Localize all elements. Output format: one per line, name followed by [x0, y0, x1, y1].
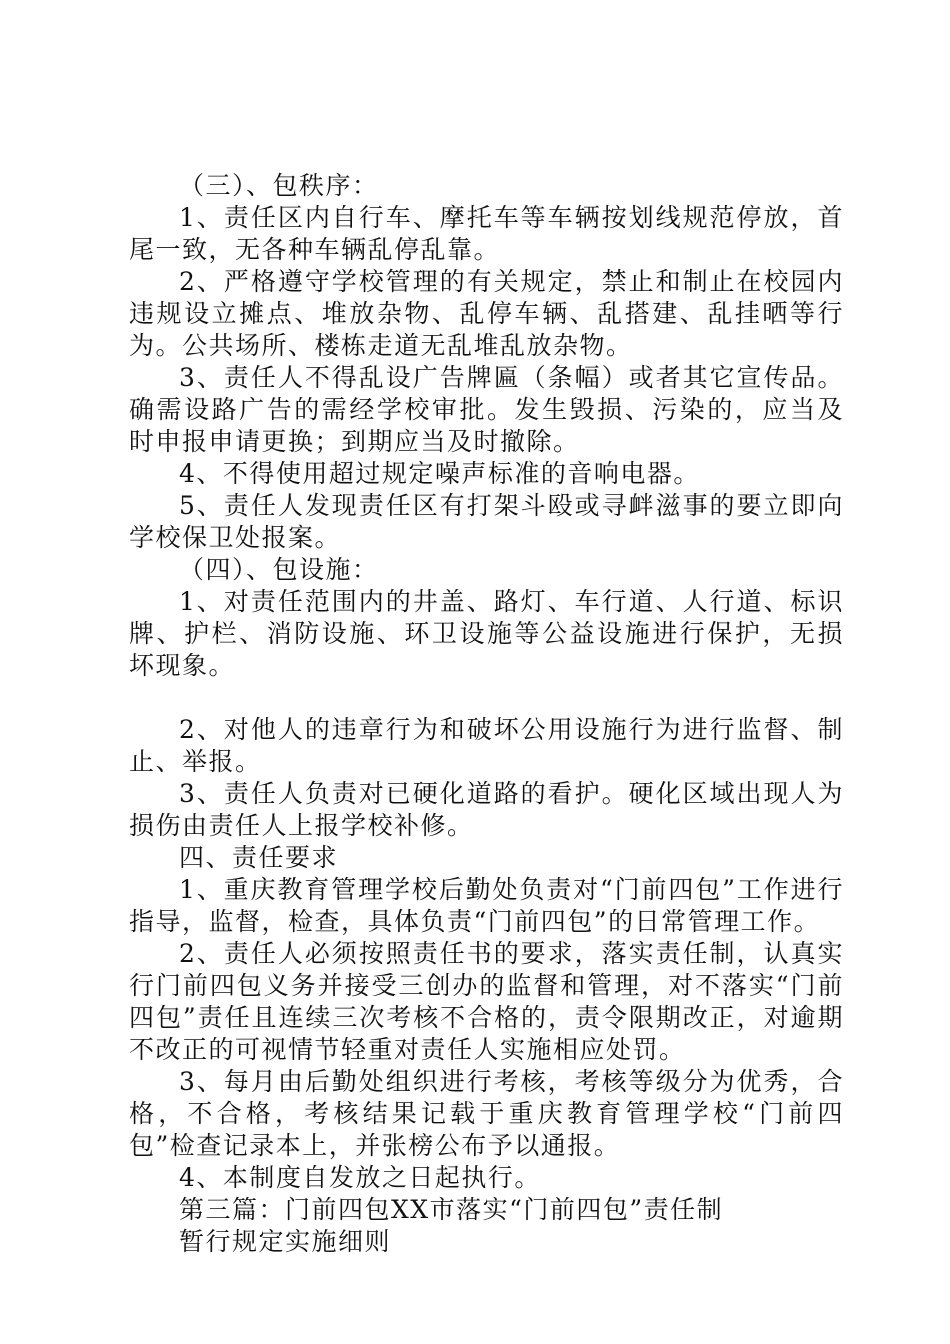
paragraph: 3、责任人负责对已硬化道路的看护。硬化区域出现人为损伤由责任人上报学校补修。 — [129, 779, 844, 840]
paragraph: 1、对责任范围内的井盖、路灯、车行道、人行道、标识牌、护栏、消防设施、环卫设施等公益设施进行保护，无损坏现象。 — [129, 587, 844, 680]
paragraph: 3、责任人不得乱设广告牌匾（条幅）或者其它宣传品。确需设路广告的需经学校审批。发生毁损、污染的，应当及时申报申请更换；到期应当及时撤除。 — [129, 363, 844, 456]
paragraph: 2、严格遵守学校管理的有关规定，禁止和制止在校园内违规设立摊点、堆放杂物、乱停车辆、乱搭建、乱挂晒等行为。公共场所、楼栋走道无乱堆乱放杂物。 — [129, 267, 844, 360]
paragraph: 2、对他人的违章行为和破坏公用设施行为进行监督、制止、举报。 — [129, 715, 844, 776]
paragraph: 1、责任区内自行车、摩托车等车辆按划线规范停放，首尾一致，无各种车辆乱停乱靠。 — [129, 203, 844, 264]
section-heading-order: （三）、包秩序： — [179, 171, 379, 200]
section-heading-facilities: （四）、包设施： — [179, 555, 379, 584]
paragraph: 2、责任人必须按照责任书的要求，落实责任制，认真实行门前四包义务并接受三创办的监督和管理，对不落实“门前四包”责任且连续三次考核不合格的，责令限期改正，对逾期不改正的可视情节轻重对责任人实施相应处罚。 — [129, 939, 844, 1064]
paragraph: 4、本制度自发放之日起执行。 — [179, 1163, 541, 1192]
section-heading-requirements: 四、责任要求 — [179, 843, 339, 872]
paragraph: 3、每月由后勤处组织进行考核，考核等级分为优秀，合格，不合格，考核结果记载于重庆教育管理学校“门前四包”检查记录本上，并张榜公布予以通报。 — [129, 1067, 844, 1160]
paragraph: 4、不得使用超过规定噪声标准的音响电器。 — [179, 459, 700, 488]
document-body — [129, 170, 844, 1258]
paragraph: 5、责任人发现责任区有打架斗殴或寻衅滋事的要立即向学校保卫处报案。 — [129, 491, 844, 552]
paragraph: 1、重庆教育管理学校后勤处负责对“门前四包”工作进行指导，监督，检查，具体负责“门前四包”的日常管理工作。 — [129, 875, 844, 936]
chapter-title: 第三篇：门前四包XX市落实“门前四包”责任制 — [179, 1195, 724, 1224]
chapter-subtitle: 暂行规定实施细则 — [179, 1227, 392, 1256]
blank-line — [129, 682, 844, 714]
